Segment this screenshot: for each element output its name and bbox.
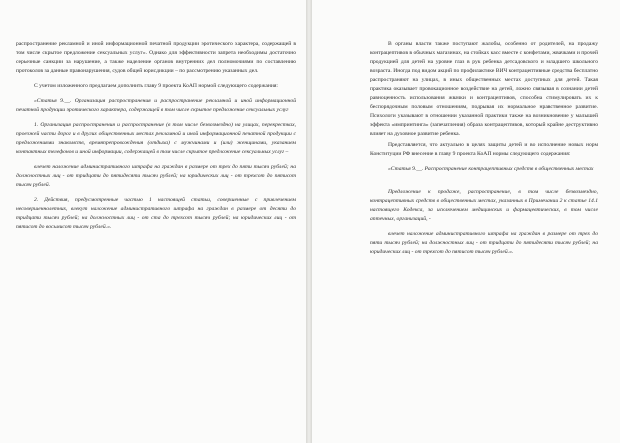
left-article-heading: «Статья 9.__. Организация распространения и распространение рекламной и иной информационной печатной продукции эротического характера, содержащей в том числе скрытое предложение сексуальных услуг (16, 98, 296, 113)
right-article-penalty: влечет наложение административного штрафа на граждан в размере от трех до пяти тысяч рублей; на должностных лиц - от тридцати до пятидесяти тысяч рублей; на юридических лиц - от трехсот до пятисот тысяч рублей.». (370, 231, 598, 255)
left-page (0, 0, 306, 443)
right-article-body: Предложение к продаже, распространение, в том числе безвозмездно, контрацептивных средств в общественных местах, указанных в Примечании 2 к статье 14.1 настоящего Кодекса, за исключением медицинских и фармацевтических, в том числе аптечных, организаций, - (370, 189, 598, 222)
right-paragraph-1: В органы власти также поступают жалобы, особенно от родителей, на продажу контрацептивов в обычных магазинах, на стойках касс вместе с конфетами, жвачками и прочей продукцией для детей на уровне глаз в рук ребенка детсадовского и младшего школьного возраста. Иногда под видом акций по профилактике ВИЧ контрацептивные средства бесплатно распространяют на улицах, в иных общественных местах доступных для детей. Такая практика оказывает провокационное воздействие на детей, ложно связывая в сознании детей равноценность использования жвачки и контрацептивов, способна стимулировать их к беспорядочным половым отношениям, подрывая их нормальное нравственное развитие. Психологи указывают в отношении указанной практики также на возникновение у малышей эффекта «импринтинга» (запечатления) образа контрацептивов, который крайне деструктивно влияет на духовное развитие ребенка. (370, 41, 598, 137)
left-paragraph-2: С учетом изложенного предлагаем дополнить главу 9 проекта КоАП нормой следующего содержания: (34, 83, 278, 89)
left-paragraph-1: распространение рекламной и иной информационной печатной продукции эротического характера, содержащей в том числе скрытое предложение сексуальных услуг». Однако для эффективности запрета необходимы достаточно серьезные санкции за нарушение, а также наделение органов внутренних дел полномочиями по составлению протоколов за данные правонарушения, судов общей юрисдикции – по рассмотрению указанных дел. (16, 41, 296, 74)
right-page (312, 0, 620, 443)
right-paragraph-2: Представляется, что актуально в целях защиты детей и во исполнение новых норм Конституции РФ внесение в главу 9 проекта КоАП нормы следующего содержания: (370, 142, 598, 157)
right-article-heading: «Статья 9.__. Распространение контрацептивных средств в общественных местах (388, 166, 594, 172)
left-article-penalty-1: влечет наложение административного штрафа на граждан в размере от трех до пяти тысяч рублей; на должностных лиц - от тридцати до пятидесяти тысяч рублей; на юридических лиц - от трехсот до пятисот тысяч рублей. (16, 164, 296, 188)
left-article-part-2: 2. Действия, предусмотренные частью 1 настоящей статьи, совершенные с привлечением несовершеннолетних, влекут наложение административного штрафа на граждан в размере от десяти до тридцати тысяч рублей; на должностных лиц - от ста до трехсот тысяч рублей; на юридических лиц - от пятисот до восьмисот тысяч рублей.». (16, 197, 296, 230)
left-article-part-1: 1. Организация распространения и распространение (в том числе безвозмездно) на улицах, перекрестках, проезжей части дорог и в других общественных местах рекламной и иной информационной печатной продукции с предложениями знакомств, времяпрепровождения (отдыха) с мужчинами и (или) женщинами, указанием контактных телефонов и иной информации, содержащей в том числе скрытое предложение сексуальных услуг – (16, 122, 296, 155)
